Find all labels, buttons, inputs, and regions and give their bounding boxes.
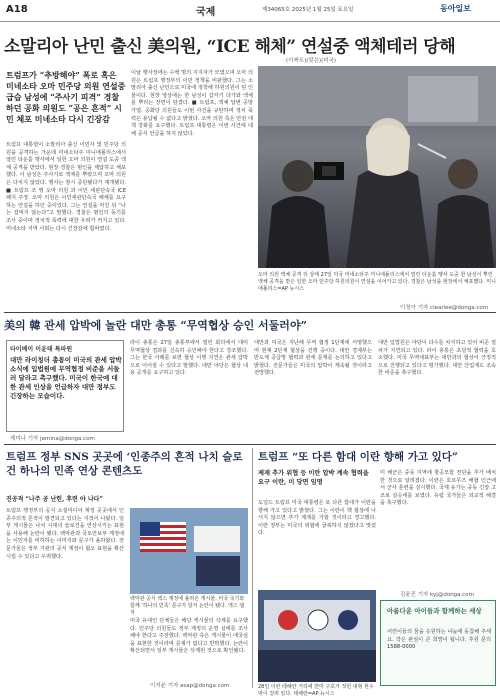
ad-body: 어린이들의 꿈을 응원하는 나눔에 동참해 주세요. 작은 관심이 큰 희망이 됩니다. 후원 문의 1588-0000 [387,629,491,651]
divider [4,444,496,445]
main-headline: 소말리아 난민 출신 美의원, “ICE 해체” 연설중 액체테러 당해 [4,37,456,57]
story2-reporter: 타이베이 이윤태 특파원 [10,346,73,353]
story2-lead: 대만 라이칭더 총통이 미국의 관세 압박 소식에 입법원에 무역협정 비준을 서둘러 달라고 촉구했다. 미국이 한국에 대한 관세 인상을 언급하자 대만 정부도 긴장하는 모습이다. [10,356,122,400]
story3-col1: 트럼프 행정부의 공식 소셜미디어 계정 곳곳에서 인종주의적 흔적이 발견되고 있다는 지적이 나왔다. 일부 게시물은 나치 시대의 슬로건을 연상시키는 표현을 사용해 논란이 됐다. 백악관과 국토안보부 계정에는 이민자를 비하하는 이미지와 문구가 올라왔다. 전문가들은 정부 기관의 공식 계정이 혐오 표현을 확산시킬 수 있다고 우려했다. [6,508,124,560]
story3-byline: 이지윤 기자 asap@donga.com [150,683,230,689]
main-byline: 이청아 기자 clearlee@donga.com [400,305,489,311]
page-number: A18 [6,4,28,15]
story4-col2: 미 해군은 중동 지역에 항공모함 전단을 추가 배치한 것으로 알려졌다. 이란은 호르무즈 해협 인근에서 군사 훈련을 실시했다. 국제 유가는 중동 긴장 고조로 상승세를 보였다. 유럽 국가들은 외교적 해결을 촉구했다. [380,470,496,507]
main-photo [258,66,496,268]
issue-info: 제34065호 2025년 1월 25일 토요일 [262,7,354,13]
story2-headline: 美의 韓 관세 압박에 놀란 대만 총통 “무역협상 승인 서둘러야” [4,319,307,332]
ad-title: 아름다운 아이들과 함께하는 세상 [387,607,482,615]
story2-col3: 대만 입법원은 야당이 다수를 차지하고 있어 비준 절차가 지연되고 있다. 라이 총통은 초당적 협력을 호소했다. 미국 무역대표부는 대만과의 협상이 긍정적으로 진행되고 있다고 평가했다. 대만 산업계도 조속한 비준을 촉구했다. [378,340,496,377]
story4-col1: 도널드 트럼프 미국 대통령은 또 다른 함대가 이란을 향해 가고 있다고 밝혔다. 그는 이란이 핵 협상에 나서지 않으면 추가 제재를 가할 것이라고 경고했다. 이란 정부는 미국의 위협에 굴복하지 않겠다고 맞섰다. [258,500,376,537]
story4-photo-caption: 28일 이란 테헤란 거리에 반미 구호가 적힌 대형 현수막이 걸려 있다. 테헤란=AP 뉴시스 [258,684,374,697]
story2-byline: 제미나 기자 jemina@donga.com [10,436,95,442]
story2-col1: 라이 총통은 27일 총통부에서 열린 회의에서 대미 무역협상 결과를 신속히 승인해야 한다고 강조했다. 그는 한국 사례를 보면 협상 이행 지연은 관세 압박으로 이어질 수 있다고 말했다. 대만 야당은 협상 내용 공개를 요구하고 있다. [130,340,248,377]
story3-headline: 트럼프 정부 SNS 곳곳에 ‘인종주의 흔적 나치 슬로건 하나의 민족 연상 콘텐츠도 [6,451,243,477]
sidebar-ad[interactable] [380,600,496,686]
column-divider [252,448,253,688]
main-photo-caption: 오마 의원 액체 공격 뒤 상태 27일 미국 미네소타주 미니애폴리스에서 열린 타운홀 행사 도중 한 남성이 뿌린 액체 공격을 받은 일한 오마 민주당 하원의원이 연설을 이어가고 있다. 경찰은 남성을 현장에서 체포했다. 미니애폴리스=AP 뉴시스 [258,272,496,292]
main-body-col2: 이날 행사장에는 수백 명의 지지자가 모였으며 오마 의원은 트럼프 행정부의 이민 정책을 비판했다. 그는 소말리아 출신 난민으로 미국에 정착해 하원의원이 된 인물이다. 현장 영상에는 한 남성이 갑자기 다가와 액체를 뿌리는 장면이 담겼다. ■ 트럼프, 액체 답변 공방 가열. 공화당 의원들도 이번 사건을 규탄하며 정치 폭력은 용납될 수 없다고 밝혔다. 오마 의원 측은 안전 대책 강화를 요구했다. 트럼프 대통령은 이번 사건에 대해 공식 언급을 하지 않았다. [131,70,253,137]
main-credit: (이짜트)(맞은)(미국) [286,58,337,64]
protest-scene-illustration [258,66,496,268]
story3-photo-caption: 백악관 공식 엑스 계정에 올라온 게시물. 미국 국기와 함께 ‘하나의 민족’ 문구가 담겨 논란이 됐다. 엑스 캡처 [130,596,245,616]
story2-col2: 대만과 미국은 지난해 무역 협정 1단계에 서명했으며 현재 2단계 협상을 진행 중이다. 대만 경제부는 반도체 공급망 협력과 관세 문제를 논의하고 있다고 밝혔다. 전문가들은 미국의 압박이 계속될 것이라고 전망했다. [254,340,372,377]
story4-sub: 제재 추가 위협 등 이란 압박 계속 협력을 요구 이란, 미 당면 임명 [258,470,369,486]
flag-post-illustration [130,508,248,594]
page-header [0,0,500,22]
story3-photo [130,508,248,594]
story4-headline: 트럼프 “또 다른 함대 이란 향해 가고 있다” [258,451,458,463]
story4-byline: 김윤진 기자 kyj@donga.com [400,592,475,598]
tehran-banner-illustration [258,590,376,682]
divider [4,312,496,313]
main-subheadline: 트럼프가 “추방해야” 폭로 혹은 미네소타 오마 민주당 의원 연설중 급습 남성에 “주사기 피격” 경찰하던 공화 의원도 “공은 흔적” 시민 체포 미네소타 다시 긴장감 [6,70,126,124]
story3-sub: 진공적 “나주 공 난힌, 후련 아 나다” [6,496,103,503]
section-label: 국제 [196,7,216,18]
story4-photo [258,590,376,682]
story3-col2: 미국 유대인 단체들은 해당 게시물의 삭제를 요구했다. 민주당 의원들도 정부 계정의 운영 실태를 조사해야 한다고 주장했다. 백악관 측은 게시물이 애국심을 표현한 것이라며 문제가 없다고 반박했다. 논란이 확산되면서 일부 게시물은 삭제된 것으로 확인됐다. [130,618,248,655]
main-body-col1: 트럼프 대통령이 소말리아 출신 이민자 및 민주당 의원을 공격하는 가운데 미네소타주 미니애폴리스에서 열린 타운홀 행사에서 일한 오마 의원이 연설 도중 액체 공격을 받았다. 현장 경찰은 범인을 제압하고 체포했다. 이 남성은 주사기로 액체를 뿌렸으며 오마 의원은 다치지 않았다. 행사는 잠시 중단됐다가 재개됐다. ■ 트럼프 조 행 오마 의원 과 이민 세관단속국 ICE 폐지 주장. 오마 의원은 이민세관단속국 해체를 요구하는 연설을 하던 중이었다. 그는 연설을 마친 뒤 “나는 겁먹지 않는다”고 말했다. 경찰은 범인의 동기를 조사 중이며 정치적 폭력에 대한 우려가 커지고 있다. 미네소타 지역 사회는 다시 긴장감에 휩싸였다. [6,142,126,232]
newspaper-name: 동아일보 [440,4,471,13]
